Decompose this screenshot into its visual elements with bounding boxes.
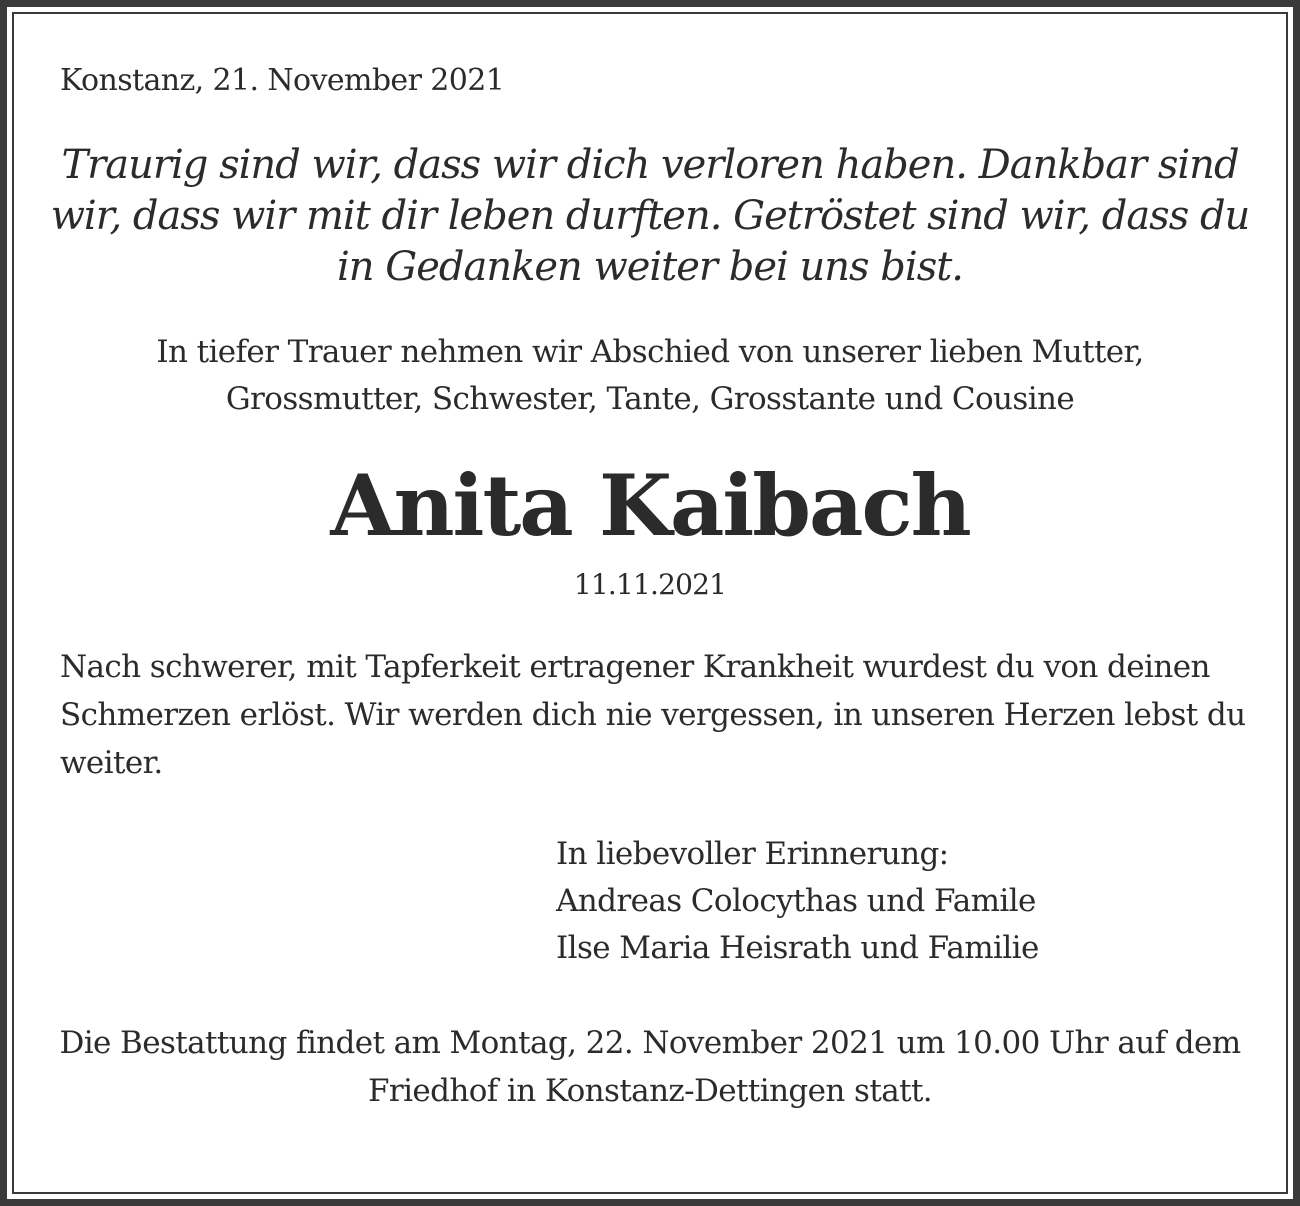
mourners-line: Andreas Colocythas und Famile (556, 883, 1036, 919)
mourners-line: Ilse Maria Heisrath und Familie (556, 930, 1039, 966)
funeral-line: Die Bestattung findet am Montag, 22. November 2021 um 10.00 Uhr auf dem (59, 1025, 1241, 1061)
death-date: 11.11.2021 (573, 568, 727, 601)
funeral-line: Friedhof in Konstanz-Dettingen statt. (367, 1073, 933, 1109)
deceased-name: Anita Kaibach (330, 456, 970, 555)
mourners-line: In liebevoller Erinnerung: (556, 836, 949, 872)
intro-line: Grossmutter, Schwester, Tante, Grosstante und Cousine (225, 381, 1075, 417)
intro-line: In tiefer Trauer nehmen wir Abschied von unserer lieben Mutter, (156, 334, 1144, 370)
motto-quote: Traurig sind wir, dass wir dich verloren haben. Dankbar sind wir, dass wir mit dir leben durften. Getröstet sind wir, dass du in Gedanken weiter bei uns bist. (50, 142, 1250, 290)
mourners-block (556, 831, 1039, 972)
intro-text (50, 329, 1250, 423)
place-date: Konstanz, 21. November 2021 (60, 63, 505, 98)
funeral-info (40, 1019, 1260, 1115)
body-paragraph: Nach schwerer, mit Tapferkeit ertragener Krankheit wurdest du von deinen Schmerzen erlöst. Wir werden dich nie vergessen, in unseren Herzen lebst du weiter. (60, 649, 1246, 781)
